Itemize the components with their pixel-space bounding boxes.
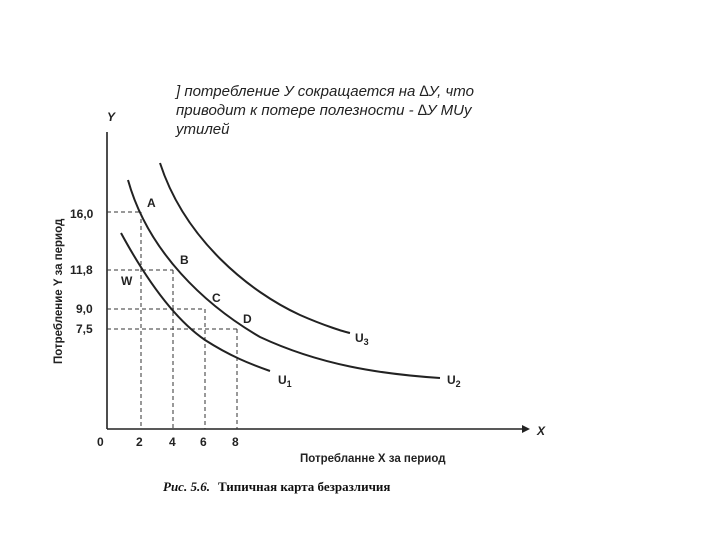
curve-label-u1: $U_1$: [278, 373, 292, 389]
x-axis-letter: X: [537, 424, 546, 438]
point-label-A: A: [147, 196, 156, 210]
y-tick-16: 16,0: [70, 207, 94, 221]
point-label-W: W: [121, 274, 133, 288]
note-line-1: ] потребление У сокращается на ∆У, что: [176, 83, 474, 100]
origin-label: 0: [97, 435, 104, 449]
note-line-3: утилей: [176, 121, 230, 138]
point-label-B: B: [180, 253, 189, 267]
point-label-C: C: [212, 291, 221, 305]
x-axis-title: Потребланне X за период: [300, 453, 446, 465]
note-line-2: приводит к потере полезности - ∆У MUy: [176, 102, 472, 119]
indifference-curve-u1: [121, 233, 270, 371]
curve-label-u3: $U_3$: [355, 331, 369, 347]
indifference-curve-u2: [128, 180, 440, 378]
x-tick-4: 4: [169, 435, 176, 449]
y-axis-letter: Y: [107, 110, 116, 124]
figure-caption: Рис. 5.6. Типичная карта безразличия: [163, 479, 391, 494]
y-tick-7-5: 7,5: [76, 322, 93, 336]
x-tick-8: 8: [232, 435, 239, 449]
indifference-curve-u3: [160, 163, 350, 333]
y-tick-11-8: 11,8: [70, 263, 93, 277]
point-label-D: D: [243, 312, 252, 326]
x-tick-2: 2: [136, 435, 143, 449]
x-axis-arrow: [522, 425, 530, 433]
curve-label-u2: $U_2$: [447, 373, 461, 389]
y-tick-9: 9,0: [76, 302, 93, 316]
x-tick-6: 6: [200, 435, 207, 449]
y-axis-title: Потребление Y за период: [53, 218, 65, 364]
